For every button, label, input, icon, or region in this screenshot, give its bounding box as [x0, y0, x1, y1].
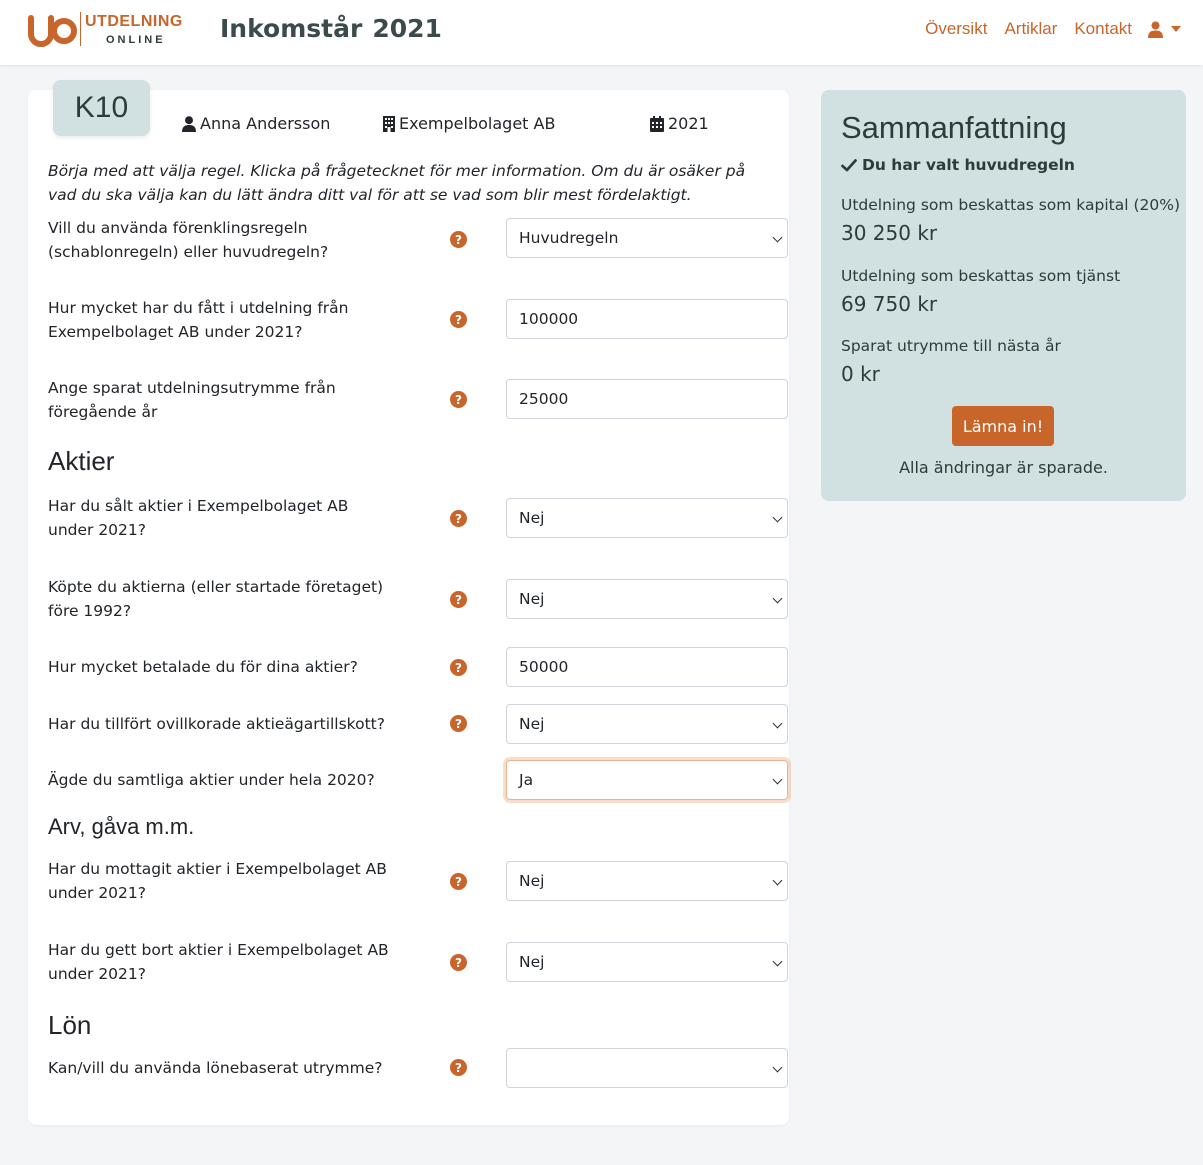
question-label: Har du mottagit aktier i Exempelbolaget AB under 2021? — [48, 860, 387, 902]
meta-person — [182, 114, 330, 133]
question-circle-icon[interactable] — [450, 391, 467, 408]
received-select[interactable]: Nej — [506, 861, 788, 901]
salary-based-select[interactable] — [506, 1048, 788, 1088]
question-circle-icon[interactable] — [450, 954, 467, 971]
question-circle-icon[interactable] — [450, 591, 467, 608]
intro-text: Börja med att välja regel. Klicka på frågetecknet för mer information. Om du är osäker på vad du ska välja kan du lätt ändra ditt val för att se vad som blir mest fördelaktigt. — [48, 162, 746, 204]
question-circle-icon[interactable] — [450, 659, 467, 676]
submit-button[interactable]: Lämna in! — [952, 406, 1054, 446]
sold-select[interactable]: Nej — [506, 498, 788, 538]
check-icon — [841, 159, 857, 172]
page-title-year: 2021 — [372, 14, 442, 43]
form-badge: K10 — [53, 80, 150, 136]
svg-text:?: ? — [455, 512, 462, 526]
user-menu-button[interactable] — [1148, 21, 1181, 38]
paid-input[interactable]: 50000 — [506, 647, 788, 687]
meta-company — [383, 114, 555, 133]
section-heading-arv: Arv, gåva m.m. — [48, 814, 195, 839]
svg-text:?: ? — [455, 661, 462, 675]
saved-note: Alla ändringar är sparade. — [899, 458, 1108, 477]
section-heading-lon: Lön — [48, 1010, 92, 1040]
svg-text:?: ? — [455, 875, 462, 889]
meta-company-name: Exempelbolaget AB — [399, 114, 556, 133]
svg-text:?: ? — [455, 313, 462, 327]
dividend-input[interactable]: 100000 — [506, 299, 788, 339]
capital-label: Utdelning som beskattas som kapital (20%) — [841, 196, 1181, 214]
nav-link-oversikt[interactable]: Översikt — [925, 19, 988, 38]
meta-year-value: 2021 — [668, 114, 709, 133]
capital-value: 30 250 kr — [841, 221, 938, 245]
svg-text:?: ? — [455, 956, 462, 970]
summary-title: Sammanfattning — [841, 110, 1067, 145]
logo-mark-icon — [27, 10, 79, 50]
question-circle-icon[interactable] — [450, 311, 467, 328]
saved-value: 0 kr — [841, 362, 880, 386]
rule-select[interactable]: Huvudregeln — [506, 218, 788, 258]
logo-divider — [80, 12, 81, 46]
svg-text:?: ? — [455, 393, 462, 407]
logo-text-top: UTDELNING — [85, 13, 183, 30]
meta-person-name: Anna Andersson — [200, 114, 331, 133]
question-label: Har du tillfört ovillkorade aktieägartillskott? — [48, 715, 385, 733]
svg-text:?: ? — [455, 593, 462, 607]
before-1992-select[interactable]: Nej — [506, 579, 788, 619]
question-circle-icon[interactable] — [450, 873, 467, 890]
question-label: Ange sparat utdelningsutrymme från föregående år — [48, 379, 336, 421]
saved-label: Sparat utrymme till nästa år — [841, 337, 1061, 355]
building-icon — [383, 116, 395, 132]
question-label: Har du sålt aktier i Exempelbolaget AB under 2021? — [48, 497, 349, 539]
svg-text:?: ? — [455, 233, 462, 247]
section-heading-aktier: Aktier — [48, 446, 115, 476]
calendar-icon — [650, 116, 664, 132]
navbar — [0, 0, 1203, 65]
service-label: Utdelning som beskattas som tjänst — [841, 267, 1121, 285]
logo-text-bottom: ONLINE — [106, 34, 166, 46]
summary-panel — [821, 90, 1186, 501]
question-label: Kan/vill du använda lönebaserat utrymme? — [48, 1059, 383, 1077]
user-icon — [182, 116, 196, 132]
question-circle-icon[interactable] — [450, 715, 467, 732]
question-circle-icon[interactable] — [450, 231, 467, 248]
contribution-select[interactable]: Nej — [506, 704, 788, 744]
nav-links — [908, 19, 1181, 39]
question-circle-icon[interactable] — [450, 1059, 467, 1076]
question-label: Ägde du samtliga aktier under hela 2020? — [48, 771, 375, 789]
user-icon — [1148, 21, 1163, 38]
page-title-label: Inkomstår — [220, 14, 363, 43]
question-circle-icon[interactable] — [450, 510, 467, 527]
svg-text:?: ? — [455, 1061, 462, 1075]
saved-space-input[interactable]: 25000 — [506, 379, 788, 419]
k10-form-card — [28, 90, 789, 1125]
chevron-down-icon — [1171, 26, 1181, 32]
owned-all-select[interactable]: Ja — [506, 760, 788, 800]
chosen-rule-text: Du har valt huvudregeln — [862, 156, 1075, 174]
page-title — [220, 14, 442, 43]
nav-link-artiklar[interactable]: Artiklar — [1004, 19, 1058, 38]
gave-away-select[interactable]: Nej — [506, 942, 788, 982]
question-label: Köpte du aktierna (eller startade företaget) före 1992? — [48, 578, 384, 620]
service-value: 69 750 kr — [841, 292, 938, 316]
question-label: Hur mycket har du fått i utdelning från Exempelbolaget AB under 2021? — [48, 299, 349, 341]
svg-text:?: ? — [455, 717, 462, 731]
meta-year — [650, 114, 709, 133]
question-label: Hur mycket betalade du för dina aktier? — [48, 658, 358, 676]
question-label: Vill du använda förenklingsregeln (schablonregeln) eller huvudregeln? — [48, 219, 329, 261]
question-label: Har du gett bort aktier i Exempelbolaget AB under 2021? — [48, 941, 389, 983]
logo[interactable] — [27, 10, 192, 50]
chosen-rule — [841, 156, 1075, 174]
nav-link-kontakt[interactable]: Kontakt — [1074, 19, 1132, 38]
